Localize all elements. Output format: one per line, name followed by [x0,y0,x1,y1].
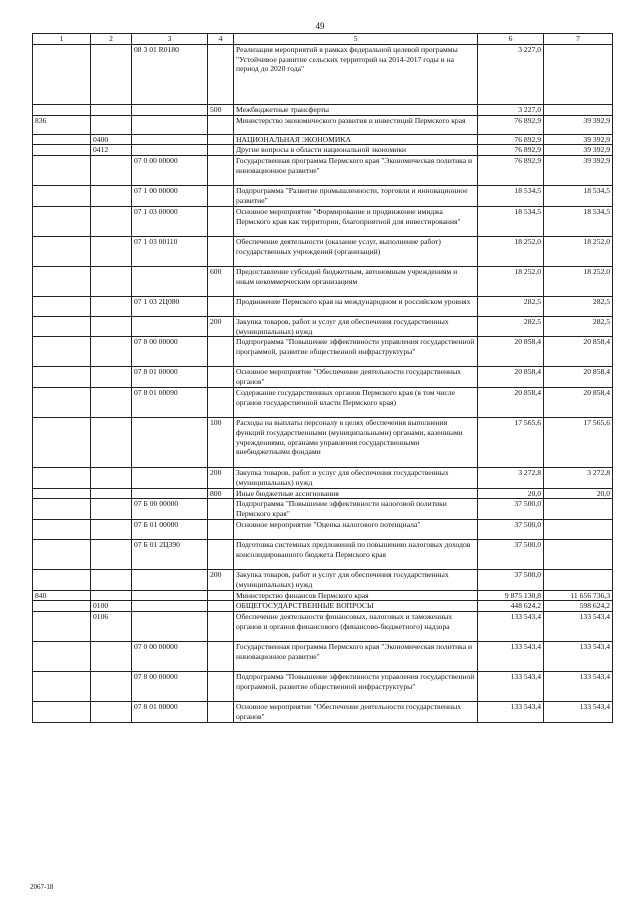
section-code-cell: 0412 [91,145,132,156]
table-row [33,702,613,723]
expense-type-cell [208,156,234,186]
table-row [33,186,613,207]
amount-2020-cell: 133 543,4 [544,612,613,642]
expense-type-cell: 800 [208,488,234,499]
ministry-code-cell [33,601,91,612]
target-code-cell [132,134,208,145]
ministry-code-cell [33,186,91,207]
section-code-cell [91,337,132,367]
amount-2020-cell: 282,5 [544,316,613,337]
expense-type-cell [208,186,234,207]
ministry-code-cell [33,337,91,367]
description-cell: Подпрограмма "Повышение эффективности налоговой политики Пермского края" [234,499,478,520]
table-row [33,488,613,499]
table-row [33,316,613,337]
section-code-cell [91,266,132,296]
amount-2019-cell: 76 892,9 [478,156,544,186]
table-row [33,569,613,590]
target-code-cell: 07 Б 01 2Ц390 [132,539,208,569]
expense-type-cell [208,44,234,104]
target-code-cell [132,590,208,601]
expense-type-cell: 100 [208,417,234,467]
section-code-cell: 0106 [91,612,132,642]
description-cell: Министерство экономического развития и инвестиций Пермского края [234,115,478,134]
expense-type-cell [208,672,234,702]
section-code-cell: 0100 [91,601,132,612]
amount-2020-cell [544,569,613,590]
description-cell: Подпрограмма "Повышение эффективности управления государственной программой, развитие общественной инфраструктуры" [234,337,478,367]
table-row [33,115,613,134]
amount-2019-cell: 133 543,4 [478,612,544,642]
amount-2019-cell: 76 892,9 [478,134,544,145]
expense-type-cell [208,499,234,520]
section-code-cell [91,590,132,601]
amount-2019-cell: 18 252,0 [478,266,544,296]
expense-type-cell [208,367,234,388]
table-row [33,417,613,467]
amount-2020-cell: 39 392,9 [544,115,613,134]
ministry-code-cell [33,702,91,723]
amount-2019-cell: 133 543,4 [478,702,544,723]
ministry-code-cell [33,145,91,156]
target-code-cell: 07 1 03 00110 [132,236,208,266]
ministry-code-cell [33,387,91,417]
section-code-cell [91,44,132,104]
ministry-code-cell [33,367,91,388]
description-cell: Другие вопросы в области национальной экономики [234,145,478,156]
amount-2020-cell: 18 252,0 [544,266,613,296]
amount-2020-cell: 282,5 [544,296,613,316]
amount-2020-cell: 39 392,9 [544,145,613,156]
table-row [33,672,613,702]
column-header: 1 [33,34,91,45]
amount-2020-cell: 17 565,6 [544,417,613,467]
target-code-cell [132,266,208,296]
table-row [33,387,613,417]
column-header: 4 [208,34,234,45]
section-code-cell [91,387,132,417]
amount-2020-cell: 133 543,4 [544,702,613,723]
target-code-cell [132,601,208,612]
amount-2020-cell: 20 858,4 [544,337,613,367]
amount-2019-cell: 3 272,8 [478,467,544,488]
description-cell: Основное мероприятие "Формирование и продвижение имиджа Пермского края как территории, благоприятной для инвестирования" [234,206,478,236]
ministry-code-cell [33,467,91,488]
section-code-cell: 0400 [91,134,132,145]
section-code-cell [91,115,132,134]
description-cell: Подготовка системных предложений по повышению налоговых доходов консолидированного бюджета Пермского края [234,539,478,569]
target-code-cell: 07 8 01 00000 [132,702,208,723]
target-code-cell [132,467,208,488]
expense-type-cell: 200 [208,569,234,590]
section-code-cell [91,467,132,488]
amount-2020-cell [544,44,613,104]
amount-2020-cell: 18 534,5 [544,186,613,207]
target-code-cell: 07 8 01 00000 [132,367,208,388]
amount-2020-cell: 18 534,5 [544,206,613,236]
target-code-cell: 07 Б 00 00000 [132,499,208,520]
table-row [33,206,613,236]
table-row [33,590,613,601]
description-cell: Закупка товаров, работ и услуг для обеспечения государственных (муниципальных) нужд [234,569,478,590]
target-code-cell [132,612,208,642]
target-code-cell: 07 8 01 00090 [132,387,208,417]
section-code-cell [91,186,132,207]
amount-2020-cell: 20 858,4 [544,387,613,417]
table-row [33,236,613,266]
ministry-code-cell [33,612,91,642]
description-cell: Подпрограмма "Повышение эффективности управления государственной программой, развитие общественной инфраструктуры" [234,672,478,702]
table-row [33,145,613,156]
column-header: 5 [234,34,478,45]
expense-type-cell [208,601,234,612]
description-cell: Обеспечение деятельности (оказание услуг, выполнение работ) государственных учреждений (организаций) [234,236,478,266]
description-cell: НАЦИОНАЛЬНАЯ ЭКОНОМИКА [234,134,478,145]
budget-table [32,33,613,723]
table-row [33,134,613,145]
expense-type-cell [208,590,234,601]
expense-type-cell [208,296,234,316]
target-code-cell: 07 1 03 00000 [132,206,208,236]
description-cell: ОБЩЕГОСУДАРСТВЕННЫЕ ВОПРОСЫ [234,601,478,612]
target-code-cell [132,104,208,115]
amount-2019-cell: 282,5 [478,296,544,316]
ministry-code-cell [33,499,91,520]
section-code-cell [91,499,132,520]
amount-2019-cell: 3 227,0 [478,44,544,104]
ministry-code-cell [33,316,91,337]
table-row [33,266,613,296]
table-row [33,44,613,104]
description-cell: Подпрограмма "Развитие промышленности, торговли и инновационное развитие" [234,186,478,207]
amount-2020-cell: 598 624,2 [544,601,613,612]
expense-type-cell [208,236,234,266]
column-header: 3 [132,34,208,45]
section-code-cell [91,642,132,672]
table-row [33,104,613,115]
section-code-cell [91,296,132,316]
description-cell: Обеспечение деятельности финансовых, налоговых и таможенных органов и органов финансового (финансово-бюджетного) надзора [234,612,478,642]
ministry-code-cell [33,519,91,539]
amount-2019-cell: 18 534,5 [478,206,544,236]
table-row [33,642,613,672]
amount-2019-cell: 37 500,0 [478,519,544,539]
target-code-cell [132,316,208,337]
amount-2019-cell: 18 252,0 [478,236,544,266]
ministry-code-cell [33,134,91,145]
target-code-cell [132,569,208,590]
expense-type-cell [208,145,234,156]
ministry-code-cell [33,104,91,115]
amount-2019-cell: 3 227,0 [478,104,544,115]
ministry-code-cell [33,539,91,569]
document-code: 2067-18 [30,883,54,891]
expense-type-cell [208,337,234,367]
amount-2019-cell: 37 500,0 [478,569,544,590]
amount-2019-cell: 17 565,6 [478,417,544,467]
amount-2020-cell: 20,0 [544,488,613,499]
target-code-cell: 07 8 00 00000 [132,337,208,367]
amount-2019-cell: 133 543,4 [478,672,544,702]
section-code-cell [91,104,132,115]
description-cell: Основное мероприятие "Обеспечение деятельности государственных органов" [234,367,478,388]
expense-type-cell: 500 [208,104,234,115]
section-code-cell [91,569,132,590]
target-code-cell: 07 1 03 2Ц080 [132,296,208,316]
ministry-code-cell [33,417,91,467]
amount-2019-cell: 448 624,2 [478,601,544,612]
description-cell: Предоставление субсидий бюджетным, автономным учреждениям и иным некоммерческим организациям [234,266,478,296]
description-cell: Иные бюджетные ассигнования [234,488,478,499]
description-cell: Государственная программа Пермского края "Экономическая политика и инновационное развитие" [234,642,478,672]
amount-2019-cell: 37 500,0 [478,539,544,569]
amount-2019-cell: 20 858,4 [478,337,544,367]
amount-2020-cell: 11 656 736,3 [544,590,613,601]
target-code-cell: 07 0 00 00000 [132,642,208,672]
description-cell: Расходы на выплаты персоналу в целях обеспечения выполнения функций государственными (муниципальными) органами, казенными учреждениями, органами управления государственными внебюджетными фондами [234,417,478,467]
amount-2019-cell: 133 543,4 [478,642,544,672]
table-row [33,612,613,642]
description-cell: Основное мероприятие "Оценка налогового потенциала" [234,519,478,539]
ministry-code-cell [33,296,91,316]
section-code-cell [91,206,132,236]
description-cell: Содержание государственных органов Пермского края (в том числе органов государственной власти Пермского края) [234,387,478,417]
table-row [33,539,613,569]
amount-2020-cell: 39 392,9 [544,156,613,186]
amount-2019-cell: 9 875 130,8 [478,590,544,601]
ministry-code-cell [33,156,91,186]
amount-2020-cell: 133 543,4 [544,672,613,702]
column-header: 6 [478,34,544,45]
expense-type-cell [208,612,234,642]
section-code-cell [91,316,132,337]
target-code-cell: 07 Б 01 00000 [132,519,208,539]
target-code-cell [132,417,208,467]
target-code-cell: 07 0 00 00000 [132,156,208,186]
amount-2019-cell: 282,5 [478,316,544,337]
expense-type-cell [208,519,234,539]
amount-2020-cell: 133 543,4 [544,642,613,672]
expense-type-cell [208,115,234,134]
ministry-code-cell [33,642,91,672]
target-code-cell: 07 1 00 00000 [132,186,208,207]
description-cell: Основное мероприятие "Обеспечение деятельности государственных органов" [234,702,478,723]
description-cell: Государственная программа Пермского края "Экономическая политика и инновационное развитие" [234,156,478,186]
column-header-row [33,34,613,45]
description-cell: Закупка товаров, работ и услуг для обеспечения государственных (муниципальных) нужд [234,316,478,337]
amount-2019-cell: 20 858,4 [478,387,544,417]
section-code-cell [91,539,132,569]
expense-type-cell: 200 [208,467,234,488]
table-row [33,156,613,186]
table-row [33,337,613,367]
table-row [33,499,613,520]
target-code-cell: 07 8 00 00000 [132,672,208,702]
section-code-cell [91,236,132,266]
ministry-code-cell [33,569,91,590]
amount-2019-cell: 20,0 [478,488,544,499]
table-row [33,601,613,612]
table-row [33,296,613,316]
ministry-code-cell: 840 [33,590,91,601]
ministry-code-cell: 836 [33,115,91,134]
table-row [33,519,613,539]
description-cell: Министерство финансов Пермского края [234,590,478,601]
target-code-cell [132,115,208,134]
expense-type-cell [208,206,234,236]
ministry-code-cell [33,206,91,236]
amount-2019-cell: 76 892,9 [478,145,544,156]
column-header: 2 [91,34,132,45]
amount-2020-cell: 3 272,8 [544,467,613,488]
ministry-code-cell [33,488,91,499]
column-header: 7 [544,34,613,45]
expense-type-cell: 600 [208,266,234,296]
description-cell: Реализация мероприятий в рамках федеральной целевой программы "Устойчивое развитие сельских территорий на 2014-2017 годы и на период до 2020 года" [234,44,478,104]
section-code-cell [91,488,132,499]
target-code-cell [132,488,208,499]
section-code-cell [91,702,132,723]
amount-2020-cell: 39 392,9 [544,134,613,145]
expense-type-cell [208,539,234,569]
section-code-cell [91,367,132,388]
description-cell: Межбюджетные трансферты [234,104,478,115]
amount-2020-cell: 18 252,0 [544,236,613,266]
amount-2019-cell: 18 534,5 [478,186,544,207]
target-code-cell [132,145,208,156]
amount-2020-cell [544,104,613,115]
table-row [33,367,613,388]
section-code-cell [91,519,132,539]
amount-2019-cell: 76 892,9 [478,115,544,134]
amount-2020-cell [544,519,613,539]
description-cell: Продвижение Пермского края на международном и российском уровнях [234,296,478,316]
expense-type-cell [208,134,234,145]
expense-type-cell [208,387,234,417]
expense-type-cell: 200 [208,316,234,337]
table-row [33,467,613,488]
target-code-cell: 08 3 01 R0180 [132,44,208,104]
section-code-cell [91,417,132,467]
page-number: 49 [315,21,325,31]
ministry-code-cell [33,672,91,702]
section-code-cell [91,156,132,186]
expense-type-cell [208,642,234,672]
amount-2020-cell: 20 858,4 [544,367,613,388]
amount-2019-cell: 37 500,0 [478,499,544,520]
ministry-code-cell [33,236,91,266]
description-cell: Закупка товаров, работ и услуг для обеспечения государственных (муниципальных) нужд [234,467,478,488]
expense-type-cell [208,702,234,723]
amount-2020-cell [544,499,613,520]
section-code-cell [91,672,132,702]
amount-2019-cell: 20 858,4 [478,367,544,388]
ministry-code-cell [33,266,91,296]
amount-2020-cell [544,539,613,569]
ministry-code-cell [33,44,91,104]
